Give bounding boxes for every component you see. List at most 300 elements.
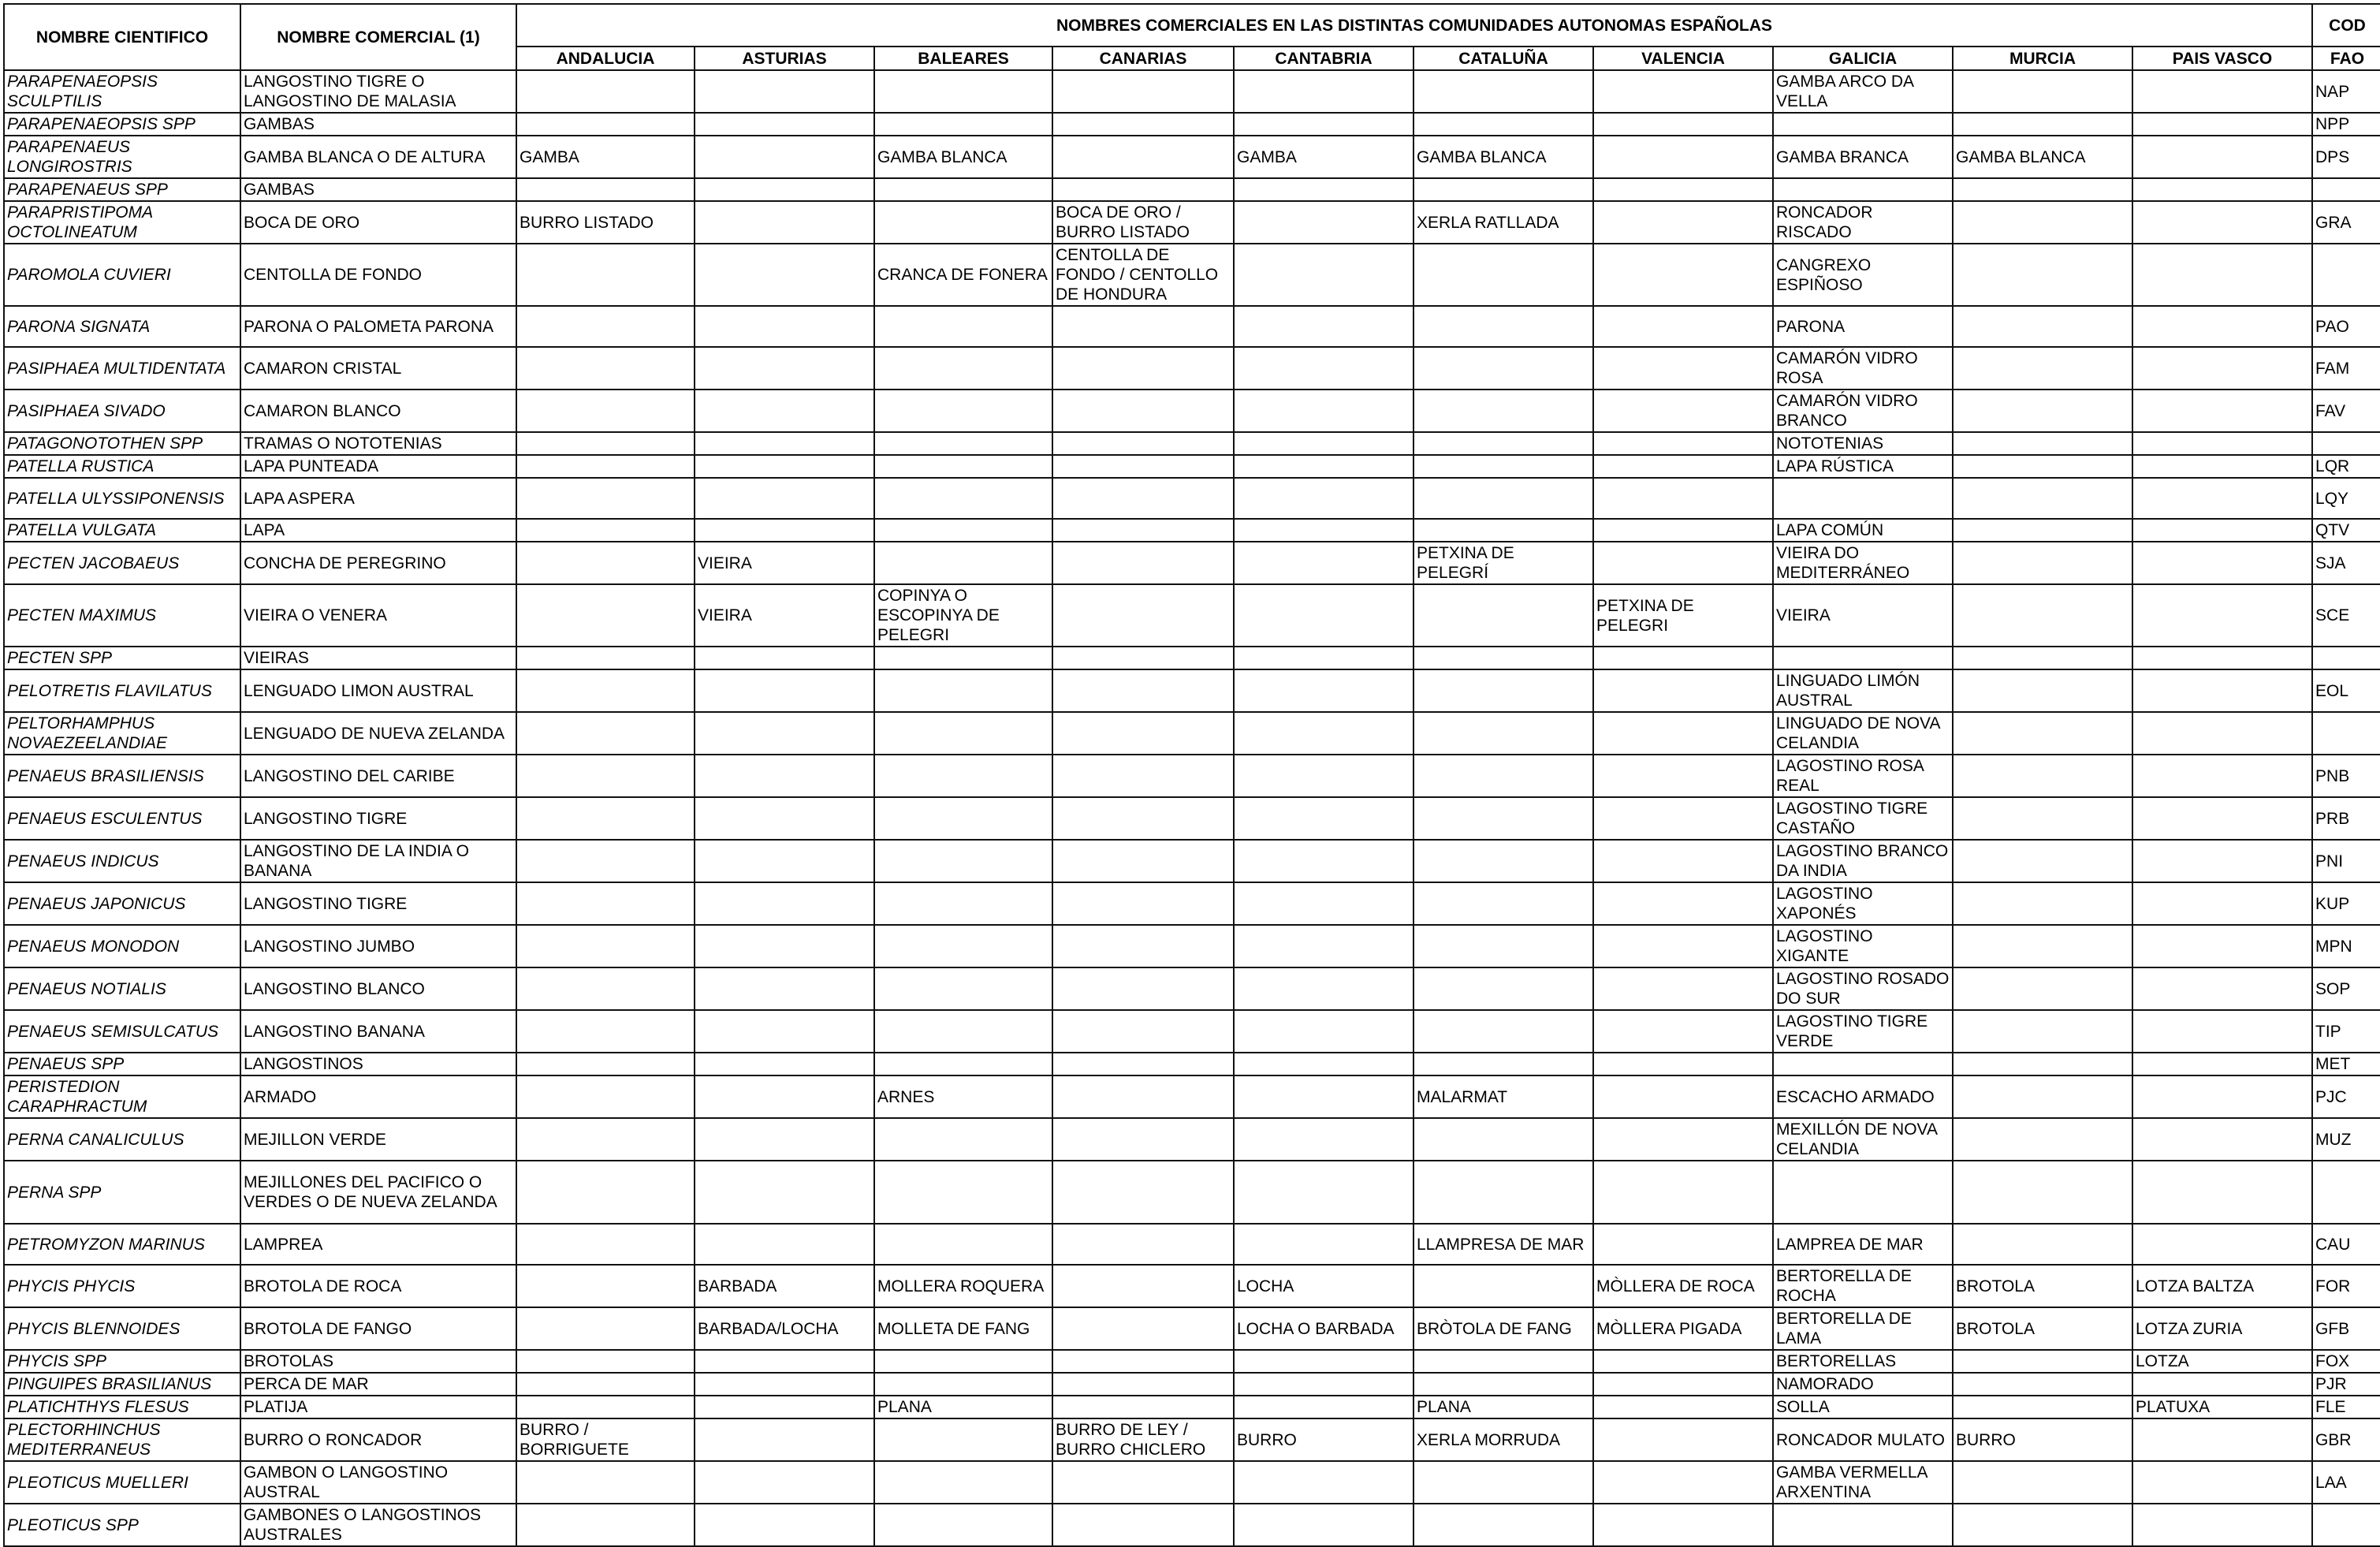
cell-valencia [1593, 712, 1773, 755]
cell-fao-code: GFB [2312, 1307, 2380, 1350]
cell-baleares [874, 1161, 1052, 1224]
cell-fao-code [2312, 1504, 2380, 1546]
cell-commercial-name: MEJILLON VERDE [240, 1118, 516, 1161]
cell-cantabria [1234, 306, 1413, 347]
cell-galicia [1773, 647, 1953, 669]
cell-canarias [1052, 584, 1234, 647]
cell-pais-vasco: LOTZA BALTZA [2132, 1265, 2312, 1307]
cell-fao-code: GBR [2312, 1418, 2380, 1461]
cell-asturias [695, 1350, 874, 1373]
cell-canarias [1052, 1118, 1234, 1161]
cell-cantabria [1234, 244, 1413, 306]
cell-canarias [1052, 967, 1234, 1010]
cell-cataluna [1413, 244, 1593, 306]
cell-canarias [1052, 1307, 1234, 1350]
cell-cataluna [1413, 669, 1593, 712]
cell-commercial-name: GAMBON O LANGOSTINO AUSTRAL [240, 1461, 516, 1504]
cell-andalucia [516, 432, 695, 455]
cell-canarias [1052, 432, 1234, 455]
cell-scientific-name: PARAPENAEUS SPP [4, 178, 240, 201]
cell-galicia: MEXILLÓN DE NOVA CELANDIA [1773, 1118, 1953, 1161]
cell-baleares [874, 1350, 1052, 1373]
header-commercial-name: NOMBRE COMERCIAL (1) [240, 4, 516, 70]
cell-murcia [1953, 1350, 2132, 1373]
table-row [4, 669, 2380, 712]
cell-cantabria [1234, 647, 1413, 669]
cell-asturias [695, 840, 874, 882]
cell-baleares [874, 1053, 1052, 1075]
cell-andalucia [516, 1461, 695, 1504]
cell-commercial-name: LANGOSTINO BANANA [240, 1010, 516, 1053]
cell-commercial-name: GAMBAS [240, 113, 516, 136]
table-row [4, 1307, 2380, 1350]
table-row [4, 1461, 2380, 1504]
cell-canarias [1052, 1010, 1234, 1053]
cell-murcia [1953, 840, 2132, 882]
cell-canarias [1052, 478, 1234, 519]
cell-scientific-name: PHYCIS PHYCIS [4, 1265, 240, 1307]
cell-fao-code [2312, 432, 2380, 455]
cell-galicia [1773, 1504, 1953, 1546]
cell-baleares [874, 478, 1052, 519]
cell-andalucia [516, 647, 695, 669]
header-region: VALENCIA [1593, 47, 1773, 70]
cell-galicia: CANGREXO ESPIÑOSO [1773, 244, 1953, 306]
cell-baleares [874, 432, 1052, 455]
header-region: ANDALUCIA [516, 47, 695, 70]
cell-andalucia [516, 882, 695, 925]
cell-canarias [1052, 1373, 1234, 1396]
cell-commercial-name: GAMBONES O LANGOSTINOS AUSTRALES [240, 1504, 516, 1546]
cell-commercial-name: BROTOLAS [240, 1350, 516, 1373]
cell-andalucia [516, 1118, 695, 1161]
cell-canarias [1052, 178, 1234, 201]
cell-andalucia [516, 478, 695, 519]
cell-baleares: GAMBA BLANCA [874, 136, 1052, 178]
header-region: GALICIA [1773, 47, 1953, 70]
cell-andalucia [516, 306, 695, 347]
cell-pais-vasco [2132, 347, 2312, 390]
cell-commercial-name: GAMBA BLANCA O DE ALTURA [240, 136, 516, 178]
cell-cataluna: MALARMAT [1413, 1075, 1593, 1118]
cell-valencia [1593, 647, 1773, 669]
cell-commercial-name: LANGOSTINO DE LA INDIA O BANANA [240, 840, 516, 882]
cell-commercial-name: PERCA DE MAR [240, 1373, 516, 1396]
cell-fao-code: PNI [2312, 840, 2380, 882]
cell-andalucia [516, 390, 695, 432]
cell-valencia [1593, 1418, 1773, 1461]
cell-andalucia [516, 1053, 695, 1075]
cell-cataluna [1413, 925, 1593, 967]
table-row [4, 306, 2380, 347]
cell-andalucia [516, 712, 695, 755]
cell-scientific-name: PLEOTICUS MUELLERI [4, 1461, 240, 1504]
cell-valencia [1593, 347, 1773, 390]
cell-baleares: PLANA [874, 1396, 1052, 1418]
cell-murcia [1953, 797, 2132, 840]
cell-andalucia [516, 178, 695, 201]
cell-cantabria [1234, 1075, 1413, 1118]
cell-canarias [1052, 390, 1234, 432]
cell-scientific-name: PATELLA RUSTICA [4, 455, 240, 478]
cell-murcia: BROTOLA [1953, 1307, 2132, 1350]
cell-valencia [1593, 797, 1773, 840]
cell-scientific-name: PATELLA VULGATA [4, 519, 240, 542]
cell-andalucia [516, 669, 695, 712]
cell-cantabria [1234, 1461, 1413, 1504]
cell-cataluna [1413, 432, 1593, 455]
table-row [4, 455, 2380, 478]
cell-fao-code: PAO [2312, 306, 2380, 347]
cell-scientific-name: PARONA SIGNATA [4, 306, 240, 347]
cell-asturias [695, 1418, 874, 1461]
cell-baleares [874, 647, 1052, 669]
cell-valencia [1593, 1504, 1773, 1546]
cell-pais-vasco [2132, 1461, 2312, 1504]
cell-fao-code [2312, 647, 2380, 669]
cell-pais-vasco [2132, 306, 2312, 347]
cell-cantabria [1234, 113, 1413, 136]
cell-cantabria: GAMBA [1234, 136, 1413, 178]
header-cod: COD [2312, 4, 2380, 47]
cell-murcia: BROTOLA [1953, 1265, 2132, 1307]
cell-pais-vasco [2132, 925, 2312, 967]
cell-canarias [1052, 136, 1234, 178]
cell-cantabria [1234, 201, 1413, 244]
cell-galicia: BERTORELLA DE ROCHA [1773, 1265, 1953, 1307]
cell-asturias [695, 178, 874, 201]
cell-cantabria [1234, 584, 1413, 647]
cell-pais-vasco [2132, 712, 2312, 755]
cell-galicia: LAGOSTINO TIGRE CASTAÑO [1773, 797, 1953, 840]
table-row [4, 390, 2380, 432]
table-row [4, 70, 2380, 113]
cell-fao-code: FLE [2312, 1396, 2380, 1418]
cell-baleares [874, 967, 1052, 1010]
cell-baleares: ARNES [874, 1075, 1052, 1118]
cell-cantabria [1234, 1118, 1413, 1161]
cell-valencia [1593, 201, 1773, 244]
cell-scientific-name: PENAEUS JAPONICUS [4, 882, 240, 925]
cell-galicia: GAMBA BRANCA [1773, 136, 1953, 178]
table-row [4, 1118, 2380, 1161]
cell-canarias: BURRO DE LEY / BURRO CHICLERO [1052, 1418, 1234, 1461]
cell-scientific-name: PECTEN MAXIMUS [4, 584, 240, 647]
cell-commercial-name: LANGOSTINO TIGRE O LANGOSTINO DE MALASIA [240, 70, 516, 113]
cell-cantabria [1234, 797, 1413, 840]
cell-cataluna [1413, 1373, 1593, 1396]
cell-baleares [874, 1418, 1052, 1461]
cell-baleares [874, 755, 1052, 797]
cell-cantabria [1234, 925, 1413, 967]
cell-cataluna [1413, 967, 1593, 1010]
cell-scientific-name: PELOTRETIS FLAVILATUS [4, 669, 240, 712]
cell-asturias [695, 1075, 874, 1118]
cell-scientific-name: PHYCIS BLENNOIDES [4, 1307, 240, 1350]
cell-asturias [695, 432, 874, 455]
cell-cataluna [1413, 70, 1593, 113]
cell-baleares [874, 519, 1052, 542]
cell-scientific-name: PENAEUS MONODON [4, 925, 240, 967]
cell-pais-vasco [2132, 584, 2312, 647]
cell-galicia [1773, 1053, 1953, 1075]
cell-canarias [1052, 840, 1234, 882]
cell-andalucia [516, 1373, 695, 1396]
cell-pais-vasco [2132, 1504, 2312, 1546]
cell-cantabria [1234, 178, 1413, 201]
cell-murcia [1953, 1010, 2132, 1053]
cell-canarias [1052, 1504, 1234, 1546]
cell-cataluna [1413, 882, 1593, 925]
cell-pais-vasco [2132, 1161, 2312, 1224]
cell-valencia [1593, 840, 1773, 882]
cell-asturias [695, 1461, 874, 1504]
cell-pais-vasco: PLATUXA [2132, 1396, 2312, 1418]
cell-asturias [695, 1373, 874, 1396]
cell-cataluna [1413, 584, 1593, 647]
species-names-table [3, 3, 2380, 1547]
table-row [4, 712, 2380, 755]
cell-commercial-name: BOCA DE ORO [240, 201, 516, 244]
cell-fao-code: FAM [2312, 347, 2380, 390]
cell-fao-code: GRA [2312, 201, 2380, 244]
cell-valencia [1593, 478, 1773, 519]
cell-galicia: CAMARÓN VIDRO ROSA [1773, 347, 1953, 390]
cell-canarias [1052, 1396, 1234, 1418]
cell-asturias [695, 1224, 874, 1265]
cell-galicia: VIEIRA DO MEDITERRÁNEO [1773, 542, 1953, 584]
cell-galicia: LINGUADO DE NOVA CELANDIA [1773, 712, 1953, 755]
cell-scientific-name: PENAEUS SEMISULCATUS [4, 1010, 240, 1053]
cell-baleares [874, 201, 1052, 244]
cell-andalucia [516, 113, 695, 136]
cell-canarias [1052, 455, 1234, 478]
cell-asturias [695, 70, 874, 113]
cell-asturias [695, 519, 874, 542]
cell-commercial-name: LAPA [240, 519, 516, 542]
cell-cantabria [1234, 712, 1413, 755]
cell-murcia [1953, 478, 2132, 519]
table-row [4, 1396, 2380, 1418]
cell-pais-vasco [2132, 755, 2312, 797]
cell-cantabria [1234, 967, 1413, 1010]
cell-galicia: GAMBA ARCO DA VELLA [1773, 70, 1953, 113]
cell-galicia: RONCADOR RISCADO [1773, 201, 1953, 244]
cell-baleares: MOLLETA DE FANG [874, 1307, 1052, 1350]
cell-canarias [1052, 1350, 1234, 1373]
cell-pais-vasco [2132, 136, 2312, 178]
cell-commercial-name: PARONA O PALOMETA PARONA [240, 306, 516, 347]
cell-cataluna [1413, 1010, 1593, 1053]
cell-murcia [1953, 70, 2132, 113]
cell-asturias [695, 244, 874, 306]
cell-canarias [1052, 1461, 1234, 1504]
cell-scientific-name: PLATICHTHYS FLESUS [4, 1396, 240, 1418]
cell-pais-vasco [2132, 178, 2312, 201]
cell-andalucia [516, 1307, 695, 1350]
cell-baleares [874, 712, 1052, 755]
cell-cataluna [1413, 1053, 1593, 1075]
cell-canarias: BOCA DE ORO / BURRO LISTADO [1052, 201, 1234, 244]
cell-galicia: SOLLA [1773, 1396, 1953, 1418]
table-row [4, 136, 2380, 178]
cell-commercial-name: LAPA PUNTEADA [240, 455, 516, 478]
cell-commercial-name: BURRO O RONCADOR [240, 1418, 516, 1461]
cell-andalucia [516, 1161, 695, 1224]
cell-valencia [1593, 925, 1773, 967]
cell-canarias [1052, 669, 1234, 712]
cell-fao-code: MUZ [2312, 1118, 2380, 1161]
cell-asturias: BARBADA/LOCHA [695, 1307, 874, 1350]
cell-galicia: GAMBA VERMELLA ARXENTINA [1773, 1461, 1953, 1504]
cell-asturias [695, 306, 874, 347]
cell-baleares [874, 925, 1052, 967]
cell-commercial-name: VIEIRA O VENERA [240, 584, 516, 647]
cell-scientific-name: PLEOTICUS SPP [4, 1504, 240, 1546]
cell-asturias [695, 478, 874, 519]
cell-andalucia [516, 244, 695, 306]
cell-cantabria [1234, 1396, 1413, 1418]
table-row [4, 647, 2380, 669]
cell-cataluna: LLAMPRESA DE MAR [1413, 1224, 1593, 1265]
table-row [4, 755, 2380, 797]
cell-galicia: VIEIRA [1773, 584, 1953, 647]
cell-murcia [1953, 178, 2132, 201]
cell-andalucia [516, 1075, 695, 1118]
cell-canarias [1052, 542, 1234, 584]
cell-valencia [1593, 1224, 1773, 1265]
cell-cantabria [1234, 882, 1413, 925]
cell-cataluna [1413, 840, 1593, 882]
cell-baleares [874, 70, 1052, 113]
cell-valencia [1593, 244, 1773, 306]
cell-pais-vasco [2132, 647, 2312, 669]
cell-valencia [1593, 455, 1773, 478]
cell-murcia [1953, 1118, 2132, 1161]
cell-pais-vasco [2132, 840, 2312, 882]
cell-cantabria [1234, 1373, 1413, 1396]
cell-murcia [1953, 390, 2132, 432]
cell-scientific-name: PECTEN JACOBAEUS [4, 542, 240, 584]
cell-asturias [695, 1396, 874, 1418]
table-row [4, 1373, 2380, 1396]
cell-canarias [1052, 925, 1234, 967]
cell-andalucia [516, 1010, 695, 1053]
cell-commercial-name: CAMARON CRISTAL [240, 347, 516, 390]
cell-canarias [1052, 113, 1234, 136]
cell-fao-code: PJC [2312, 1075, 2380, 1118]
cell-scientific-name: PARAPENAEOPSIS SPP [4, 113, 240, 136]
cell-valencia [1593, 70, 1773, 113]
cell-canarias: CENTOLLA DE FONDO / CENTOLLO DE HONDURA [1052, 244, 1234, 306]
cell-pais-vasco [2132, 455, 2312, 478]
cell-asturias [695, 1053, 874, 1075]
cell-cantabria [1234, 1161, 1413, 1224]
cell-baleares [874, 455, 1052, 478]
cell-valencia: PETXINA DE PELEGRI [1593, 584, 1773, 647]
cell-pais-vasco [2132, 1010, 2312, 1053]
cell-andalucia [516, 347, 695, 390]
cell-fao-code: NPP [2312, 113, 2380, 136]
cell-cataluna [1413, 306, 1593, 347]
header-region: MURCIA [1953, 47, 2132, 70]
header-region: ASTURIAS [695, 47, 874, 70]
cell-valencia [1593, 882, 1773, 925]
cell-baleares [874, 542, 1052, 584]
cell-fao-code: TIP [2312, 1010, 2380, 1053]
cell-fao-code: FOR [2312, 1265, 2380, 1307]
cell-scientific-name: PASIPHAEA MULTIDENTATA [4, 347, 240, 390]
cell-pais-vasco [2132, 432, 2312, 455]
table-row [4, 478, 2380, 519]
cell-cantabria [1234, 669, 1413, 712]
cell-andalucia [516, 925, 695, 967]
cell-pais-vasco [2132, 244, 2312, 306]
cell-andalucia [516, 755, 695, 797]
cell-murcia [1953, 669, 2132, 712]
cell-murcia [1953, 519, 2132, 542]
cell-commercial-name: LAMPREA [240, 1224, 516, 1265]
cell-valencia [1593, 306, 1773, 347]
table-row [4, 432, 2380, 455]
cell-baleares [874, 840, 1052, 882]
cell-baleares [874, 1224, 1052, 1265]
table-row [4, 347, 2380, 390]
cell-cantabria: LOCHA [1234, 1265, 1413, 1307]
cell-valencia [1593, 1161, 1773, 1224]
cell-scientific-name: PHYCIS SPP [4, 1350, 240, 1373]
cell-cataluna [1413, 455, 1593, 478]
cell-asturias [695, 1504, 874, 1546]
header-region: CANARIAS [1052, 47, 1234, 70]
cell-canarias [1052, 519, 1234, 542]
cell-scientific-name: PARAPRISTIPOMA OCTOLINEATUM [4, 201, 240, 244]
cell-asturias [695, 136, 874, 178]
cell-pais-vasco [2132, 113, 2312, 136]
table-row [4, 201, 2380, 244]
cell-pais-vasco [2132, 70, 2312, 113]
cell-galicia: BERTORELLA DE LAMA [1773, 1307, 1953, 1350]
cell-murcia [1953, 1373, 2132, 1396]
cell-canarias [1052, 347, 1234, 390]
cell-cataluna [1413, 1504, 1593, 1546]
table-row [4, 1161, 2380, 1224]
cell-fao-code: MPN [2312, 925, 2380, 967]
cell-valencia [1593, 136, 1773, 178]
cell-cataluna: XERLA RATLLADA [1413, 201, 1593, 244]
cell-asturias [695, 967, 874, 1010]
cell-fao-code [2312, 1161, 2380, 1224]
table-row [4, 925, 2380, 967]
table-row [4, 1350, 2380, 1373]
cell-valencia [1593, 390, 1773, 432]
cell-fao-code: PJR [2312, 1373, 2380, 1396]
cell-murcia [1953, 584, 2132, 647]
cell-commercial-name: LANGOSTINO TIGRE [240, 797, 516, 840]
cell-cataluna [1413, 390, 1593, 432]
cell-asturias: BARBADA [695, 1265, 874, 1307]
cell-cantabria [1234, 755, 1413, 797]
cell-valencia [1593, 1118, 1773, 1161]
cell-scientific-name: PENAEUS INDICUS [4, 840, 240, 882]
cell-fao-code: DPS [2312, 136, 2380, 178]
cell-scientific-name: PELTORHAMPHUS NOVAEZEELANDIAE [4, 712, 240, 755]
table-row [4, 178, 2380, 201]
cell-galicia: LAPA RÚSTICA [1773, 455, 1953, 478]
cell-scientific-name: PENAEUS NOTIALIS [4, 967, 240, 1010]
cell-cataluna [1413, 178, 1593, 201]
cell-baleares [874, 1010, 1052, 1053]
